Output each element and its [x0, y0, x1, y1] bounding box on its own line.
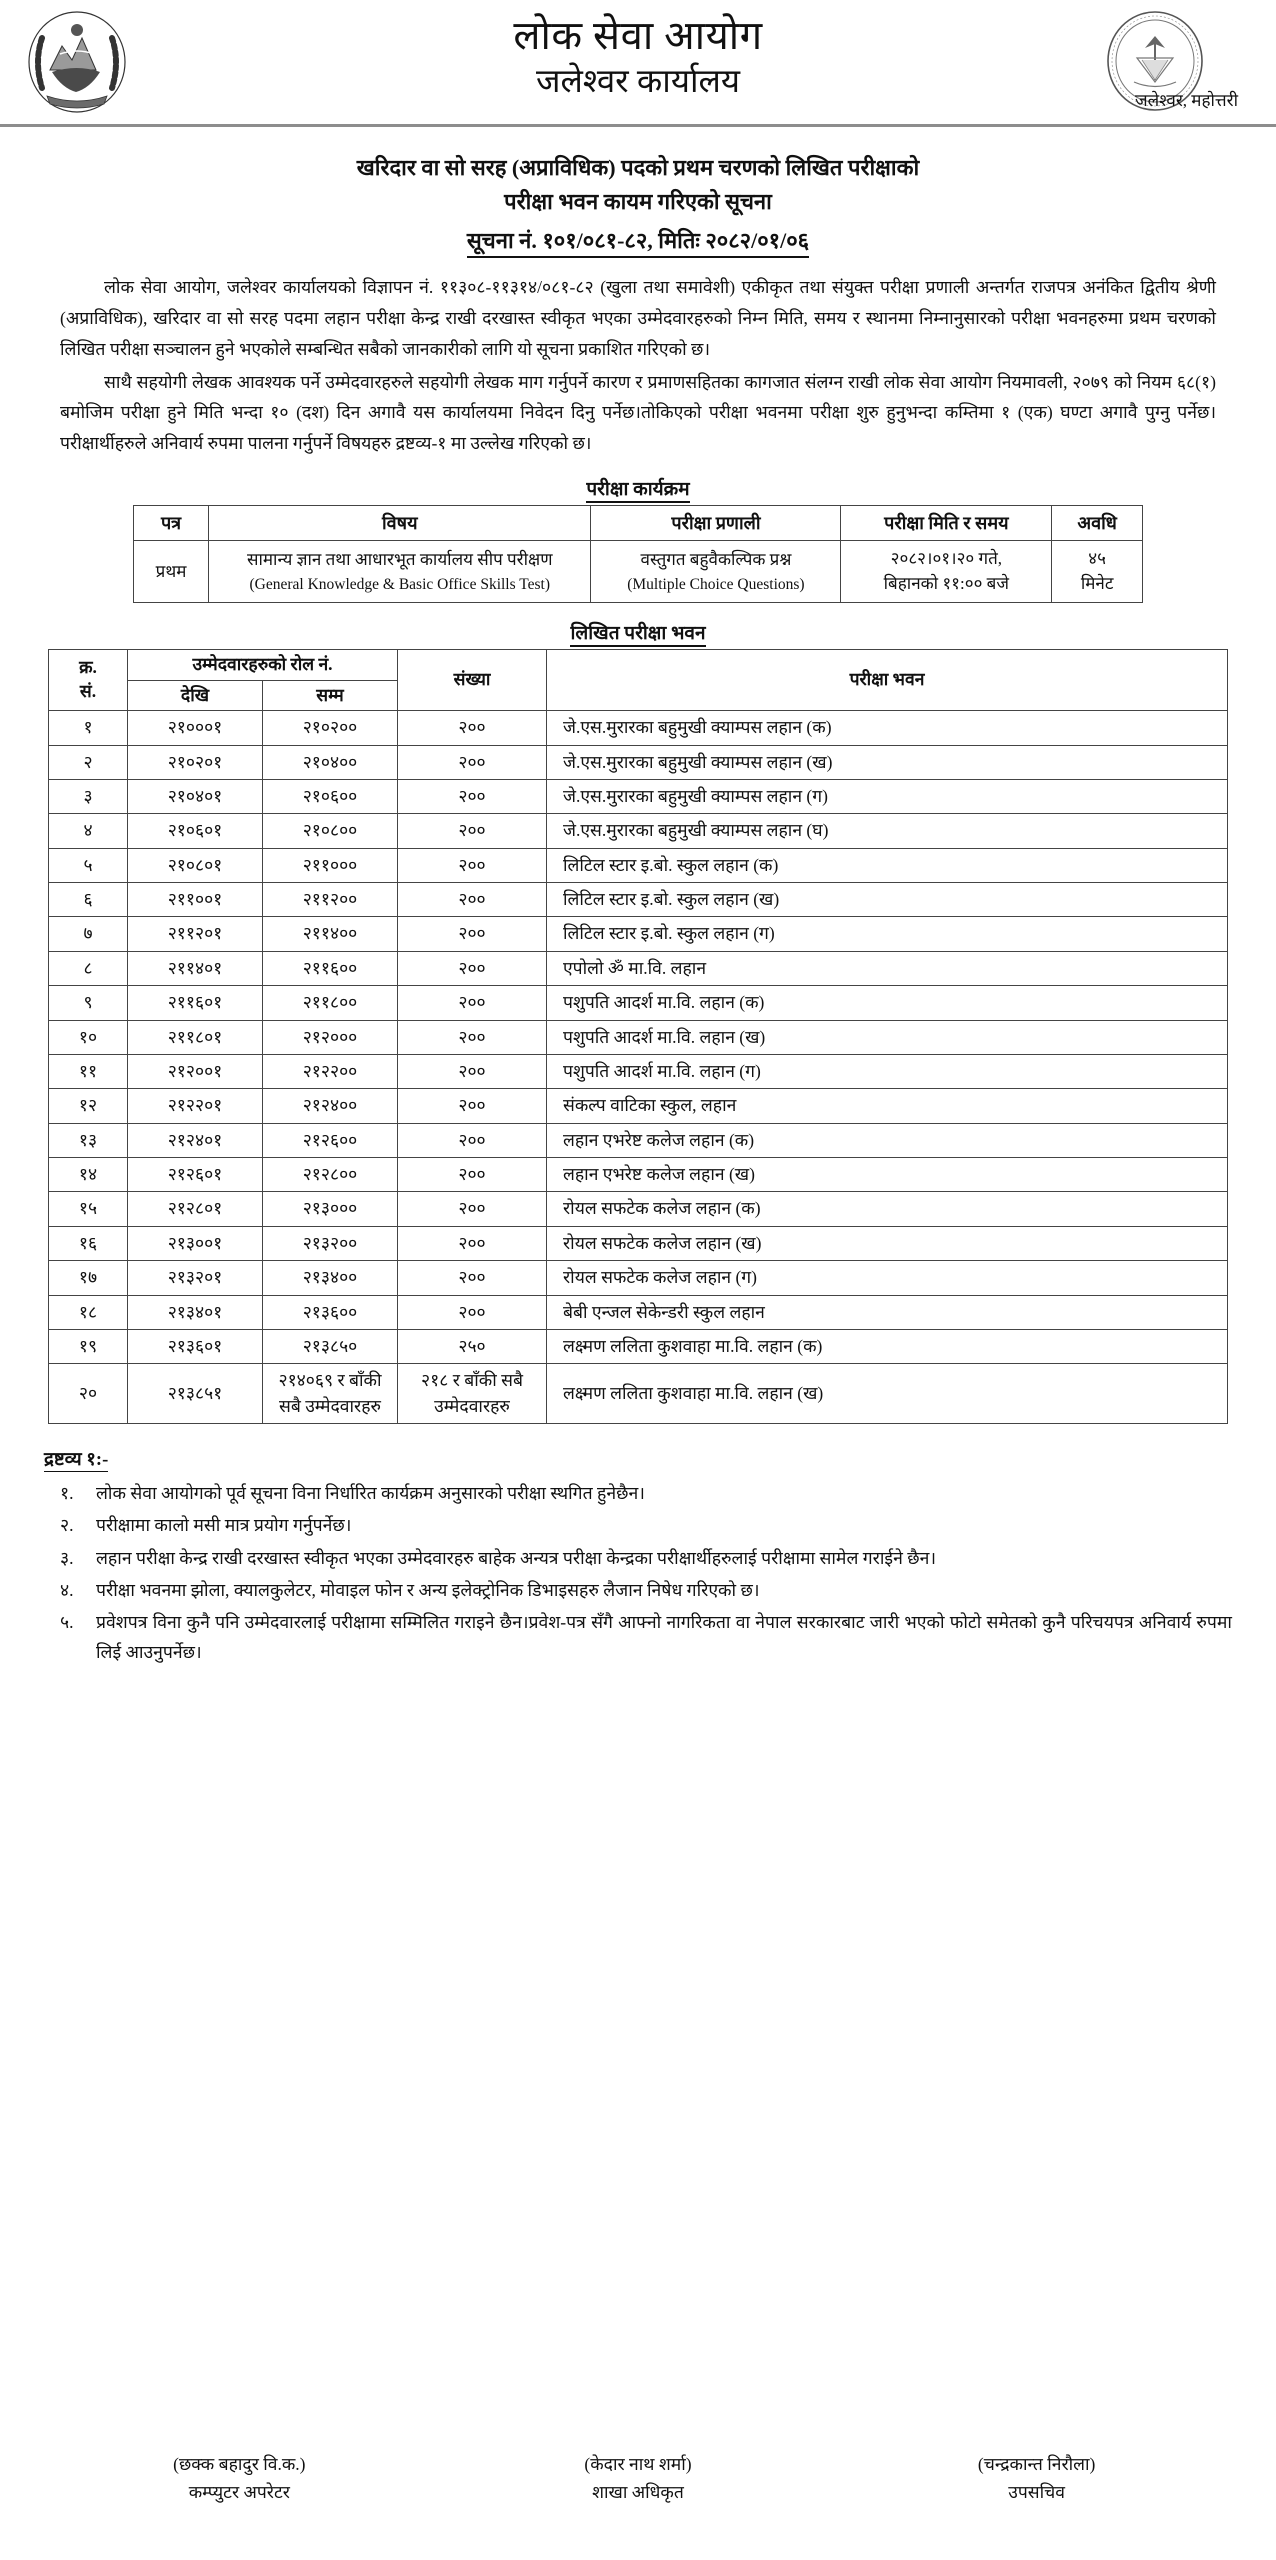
schedule-cell-patra: प्रथम — [134, 540, 209, 602]
venue-cell-name: लक्ष्मण ललिता कुशवाहा मा.वि. लहान (क) — [547, 1329, 1228, 1363]
venue-cell-sn: ६ — [49, 883, 128, 917]
venue-cell-sn: १३ — [49, 1123, 128, 1157]
venue-cell-sn: ४ — [49, 814, 128, 848]
venue-cell-sn: १५ — [49, 1192, 128, 1226]
table-header-row — [134, 505, 1143, 540]
venue-cell-name: जे.एस.मुरारका बहुमुखी क्याम्पस लहान (ग) — [547, 779, 1228, 813]
table-header-row-1 — [49, 649, 1228, 680]
table-row — [49, 951, 1228, 985]
signatory-designation: कम्प्युटर अपरेटर — [188, 2482, 290, 2502]
table-row — [49, 745, 1228, 779]
venue-cell-name: रोयल सफटेक कलेज लहान (क) — [547, 1192, 1228, 1226]
venue-cell-sn: २ — [49, 745, 128, 779]
venue-header-from: देखि — [128, 680, 263, 711]
schedule-header-date: परीक्षा मिति र समय — [841, 505, 1052, 540]
venue-cell-count: २०० — [398, 1054, 547, 1088]
notes-section — [44, 1446, 1232, 1668]
table-row — [49, 917, 1228, 951]
table-row — [49, 1123, 1228, 1157]
venue-cell-name: जे.एस.मुरारका बहुमुखी क्याम्पस लहान (ख) — [547, 745, 1228, 779]
table-row — [49, 1329, 1228, 1363]
venue-cell-count: २०० — [398, 1261, 547, 1295]
schedule-header-patra: पत्र — [134, 505, 209, 540]
schedule-cell-duration — [1052, 540, 1143, 602]
venue-cell-name: लिटिल स्टार इ.बो. स्कुल लहान (क) — [547, 848, 1228, 882]
venue-cell-count: २०० — [398, 1192, 547, 1226]
schedule-header-system: परीक्षा प्रणाली — [591, 505, 841, 540]
table-row — [49, 1192, 1228, 1226]
venue-cell-name: एपोलो ॐ मा.वि. लहान — [547, 951, 1228, 985]
note-number: ४. — [60, 1579, 74, 1600]
exam-time: बिहानको ११:०० बजे — [883, 574, 1009, 594]
venue-cell-sn: १९ — [49, 1329, 128, 1363]
venue-cell-sn: २० — [49, 1364, 128, 1424]
venue-cell-from: २११४०१ — [128, 951, 263, 985]
schedule-header-subject: विषय — [209, 505, 591, 540]
venue-table-body — [49, 711, 1228, 1424]
table-row — [49, 1226, 1228, 1260]
venue-cell-from: २१०००१ — [128, 711, 263, 745]
venue-cell-sn: ३ — [49, 779, 128, 813]
venue-cell-sn: ९ — [49, 986, 128, 1020]
venue-cell-count: २०० — [398, 883, 547, 917]
note-item — [44, 1575, 1232, 1605]
venue-cell-name: पशुपति आदर्श मा.वि. लहान (ग) — [547, 1054, 1228, 1088]
venue-cell-name: संकल्प वाटिका स्कुल, लहान — [547, 1089, 1228, 1123]
venue-cell-from: २११६०१ — [128, 986, 263, 1020]
signatory-name: (केदार नाथ शर्मा) — [584, 2454, 692, 2474]
venue-cell-to: २११८०० — [263, 986, 398, 1020]
venue-cell-from: २१२००१ — [128, 1054, 263, 1088]
venue-cell-to: २१२८०० — [263, 1158, 398, 1192]
venue-cell-sn: १७ — [49, 1261, 128, 1295]
signature-block — [533, 2450, 743, 2506]
venue-cell-count: २०० — [398, 1158, 547, 1192]
venue-cell-count: २०० — [398, 917, 547, 951]
venue-cell-name: रोयल सफटेक कलेज लहान (ख) — [547, 1226, 1228, 1260]
venue-cell-to: २१२४०० — [263, 1089, 398, 1123]
table-row — [49, 1054, 1228, 1088]
venue-cell-sn: १६ — [49, 1226, 128, 1260]
venue-cell-to: २१०४०० — [263, 745, 398, 779]
signatory-name: (छक्क बहादुर वि.क.) — [173, 2454, 306, 2474]
notice-body — [60, 272, 1216, 459]
note-item — [44, 1510, 1232, 1540]
exam-venue-table — [48, 649, 1228, 1424]
note-text: परीक्षा भवनमा झोला, क्यालकुलेटर, मोवाइल फोन र अन्य इलेक्ट्रोनिक डिभाइसहरु लैजान निषेध गरिएको छ। — [96, 1579, 760, 1600]
venue-cell-sn: १० — [49, 1020, 128, 1054]
venue-cell-from: २११८०१ — [128, 1020, 263, 1054]
page-title-line-2: परीक्षा भवन कायम गरिएको सूचना — [504, 189, 772, 215]
note-item — [44, 1478, 1232, 1508]
venue-cell-from: २१३४०१ — [128, 1295, 263, 1329]
venue-cell-count: २५० — [398, 1329, 547, 1363]
schedule-caption-wrap — [0, 475, 1276, 501]
venue-caption: लिखित परीक्षा भवन — [570, 623, 705, 647]
venue-cell-to: २१३४०० — [263, 1261, 398, 1295]
note-text: लहान परीक्षा केन्द्र राखी दरखास्त स्वीकृत भएका उम्मेदवारहरु बाहेक अन्यत्र परीक्षा केन्द्रका परीक्षार्थीहरुलाई परीक्षामा सामेल गराईने छैन। — [96, 1547, 936, 1568]
note-number: २. — [60, 1515, 74, 1536]
signature-row — [0, 2450, 1276, 2506]
venue-cell-sn: ११ — [49, 1054, 128, 1088]
table-row — [49, 779, 1228, 813]
venue-cell-to: २१३२०० — [263, 1226, 398, 1260]
venue-cell-count: २०० — [398, 779, 547, 813]
venue-header-sn-line1: क्र. — [79, 657, 97, 678]
system-english: (Multiple Choice Questions) — [627, 575, 805, 593]
office-name: जलेश्वर कार्यालय — [535, 64, 741, 101]
signatory-designation: शाखा अधिकृत — [592, 2482, 684, 2502]
venue-cell-to: २१३८५० — [263, 1329, 398, 1363]
table-row — [49, 1261, 1228, 1295]
venue-cell-name: लक्ष्मण ललिता कुशवाहा मा.वि. लहान (ख) — [547, 1364, 1228, 1424]
note-text: परीक्षामा कालो मसी मात्र प्रयोग गर्नुपर्नेछ। — [96, 1515, 352, 1536]
table-row — [49, 1158, 1228, 1192]
venue-cell-name: लिटिल स्टार इ.बो. स्कुल लहान (ख) — [547, 883, 1228, 917]
note-number: ३. — [60, 1547, 74, 1568]
venue-header-roll-group: उम्मेदवारहरुको रोल नं. — [128, 649, 398, 680]
venue-header-to: सम्म — [263, 680, 398, 711]
schedule-caption: परीक्षा कार्यक्रम — [586, 479, 689, 503]
system-nepali: वस्तुगत बहुवैकल्पिक प्रश्न — [640, 550, 792, 569]
venue-cell-to: २१२००० — [263, 1020, 398, 1054]
venue-header-sn — [49, 649, 128, 710]
subject-english: (General Knowledge & Basic Office Skills Test) — [249, 575, 551, 593]
venue-cell-count: २०० — [398, 1295, 547, 1329]
duration-unit: मिनेट — [1080, 574, 1114, 594]
signatory-designation: उपसचिव — [1008, 2482, 1066, 2502]
venue-cell-to: २१०८०० — [263, 814, 398, 848]
notes-list — [44, 1478, 1232, 1668]
venue-header-venue: परीक्षा भवन — [547, 649, 1228, 710]
venue-cell-count: २०० — [398, 711, 547, 745]
venue-cell-sn: ५ — [49, 848, 128, 882]
venue-cell-to: २११००० — [263, 848, 398, 882]
table-row — [49, 1020, 1228, 1054]
exam-date: २०८२।०१।२० गते, — [890, 548, 1003, 568]
note-text: प्रवेशपत्र विना कुनै पनि उम्मेदवारलाई परीक्षामा सम्मिलित गराइने छैन।प्रवेश-पत्र सँगै आफ्नो नागरिकता वा नेपाल सरकारबाट जारी भएको फोटो समेतको कुनै परिचयपत्र अनिवार्य रुपमा लिई आउनुपर्नेछ। — [96, 1612, 1232, 1663]
table-row — [49, 1089, 1228, 1123]
table-row — [134, 540, 1143, 602]
venue-cell-from: २१२४०१ — [128, 1123, 263, 1157]
venue-cell-name: लहान एभरेष्ट कलेज लहान (ख) — [547, 1158, 1228, 1192]
venue-cell-to: २१३६०० — [263, 1295, 398, 1329]
venue-cell-from: २१३६०१ — [128, 1329, 263, 1363]
venue-cell-count: २०० — [398, 848, 547, 882]
venue-cell-count: २०० — [398, 745, 547, 779]
nepal-government-emblem-icon — [22, 8, 132, 120]
venue-cell-from: २१०८०१ — [128, 848, 263, 882]
notes-heading-wrap — [44, 1446, 1232, 1478]
venue-cell-from: २१२६०१ — [128, 1158, 263, 1192]
venue-cell-name: लिटिल स्टार इ.बो. स्कुल लहान (ग) — [547, 917, 1228, 951]
note-text: लोक सेवा आयोगको पूर्व सूचना विना निर्धारित कार्यक्रम अनुसारको परीक्षा स्थगित हुनेछैन। — [96, 1483, 645, 1503]
table-row — [49, 1295, 1228, 1329]
notice-number: सूचना नं. १०१/०८१-८२, मितिः २०८२/०१/०६ — [467, 225, 809, 258]
table-row — [49, 986, 1228, 1020]
venue-cell-name: पशुपति आदर्श मा.वि. लहान (ख) — [547, 1020, 1228, 1054]
duration-value: ४५ — [1088, 548, 1106, 568]
venue-cell-to: २११२०० — [263, 883, 398, 917]
table-row — [49, 814, 1228, 848]
notes-heading: द्रष्टव्य १:- — [44, 1446, 108, 1472]
venue-cell-count: २०० — [398, 951, 547, 985]
venue-cell-from: २११२०१ — [128, 917, 263, 951]
body-paragraph-2: साथै सहयोगी लेखक आवश्यक पर्ने उम्मेदवारहरुले सहयोगी लेखक माग गर्नुपर्ने कारण र प्रमाणसहितका कागजात संलग्न राखी लोक सेवा आयोग नियमावली, २०७९ को नियम ६८(१) बमोजिम परीक्षा हुने मिति भन्दा १० (दश) दिन अगावै यस कार्यालयमा निवेदन दिनु पर्नेछ।तोकिएको परीक्षा भवनमा परीक्षा शुरु हुनुभन्दा कम्तिमा १ (एक) घण्टा अगावै पुग्नु पर्नेछ।परीक्षार्थीहरुले अनिवार्य रुपमा पालना गर्नुपर्ने विषयहरु द्रष्टव्य-१ मा उल्लेख गरिएको छ। — [60, 371, 1216, 454]
venue-cell-name: जे.एस.मुरारका बहुमुखी क्याम्पस लहान (घ) — [547, 814, 1228, 848]
note-number: १. — [60, 1483, 74, 1503]
table-row — [49, 1364, 1228, 1424]
venue-header-sn-line2: सं. — [79, 681, 97, 701]
venue-cell-count: २०० — [398, 814, 547, 848]
venue-cell-from: २११००१ — [128, 883, 263, 917]
venue-cell-sn: १२ — [49, 1089, 128, 1123]
schedule-header-duration: अवधि — [1052, 505, 1143, 540]
header-divider — [0, 124, 1276, 127]
signature-block — [932, 2450, 1142, 2506]
venue-cell-sn: ८ — [49, 951, 128, 985]
venue-cell-count: २०० — [398, 1089, 547, 1123]
venue-cell-sn: ७ — [49, 917, 128, 951]
venue-cell-from: २१२८०१ — [128, 1192, 263, 1226]
exam-schedule-table — [133, 505, 1143, 603]
venue-cell-from: २१३००१ — [128, 1226, 263, 1260]
signature-block — [134, 2450, 344, 2506]
venue-cell-name: लहान एभरेष्ट कलेज लहान (क) — [547, 1123, 1228, 1157]
venue-cell-sn: १ — [49, 711, 128, 745]
venue-cell-sn: १४ — [49, 1158, 128, 1192]
page-title-line-1: खरिदार वा सो सरह (अप्राविधिक) पदको प्रथम चरणको लिखित परीक्षाको — [356, 155, 920, 180]
venue-cell-name: बेबी एन्जल सेकेन्डरी स्कुल लहान — [547, 1295, 1228, 1329]
schedule-cell-subject — [209, 540, 591, 602]
schedule-cell-date — [841, 540, 1052, 602]
note-number: ५. — [60, 1612, 74, 1632]
venue-cell-to: २११६०० — [263, 951, 398, 985]
venue-cell-from: २१०४०१ — [128, 779, 263, 813]
table-row — [49, 848, 1228, 882]
venue-cell-from: २१२२०१ — [128, 1089, 263, 1123]
venue-cell-from: २१३८५१ — [128, 1364, 263, 1424]
venue-cell-sn: १८ — [49, 1295, 128, 1329]
venue-cell-count: २०० — [398, 1123, 547, 1157]
venue-cell-count: २०० — [398, 986, 547, 1020]
note-item — [44, 1543, 1232, 1573]
venue-cell-count: २०० — [398, 1226, 547, 1260]
table-row — [49, 883, 1228, 917]
venue-caption-wrap — [0, 619, 1276, 645]
venue-cell-to: २१०२०० — [263, 711, 398, 745]
venue-cell-to: २१०६०० — [263, 779, 398, 813]
page-header — [0, 0, 1276, 118]
signatory-name: (चन्द्रकान्त निरौला) — [977, 2454, 1096, 2474]
table-row — [49, 711, 1228, 745]
venue-cell-from: २१३२०१ — [128, 1261, 263, 1295]
document-title-block — [0, 151, 1276, 258]
venue-cell-to: २११४०० — [263, 917, 398, 951]
venue-header-count: संख्या — [398, 649, 547, 710]
venue-cell-to: २१४०६९ र बाँकी सबै उम्मेदवारहरु — [263, 1364, 398, 1424]
venue-cell-name: जे.एस.मुरारका बहुमुखी क्याम्पस लहान (क) — [547, 711, 1228, 745]
venue-cell-from: २१०६०१ — [128, 814, 263, 848]
organization-name: लोक सेवा आयोग — [513, 13, 763, 58]
venue-cell-count: २०० — [398, 1020, 547, 1054]
venue-cell-to: २१२६०० — [263, 1123, 398, 1157]
venue-cell-from: २१०२०१ — [128, 745, 263, 779]
venue-cell-count: २१८ र बाँकी सबै उम्मेदवारहरु — [398, 1364, 547, 1424]
body-paragraph-1: लोक सेवा आयोग, जलेश्वर कार्यालयको विज्ञापन नं. ११३०८-११३१४/०८१-८२ (खुला तथा समावेशी) एकीकृत तथा संयुक्त परीक्षा प्रणाली अन्तर्गत राजपत्र अनंकित द्वितीय श्रेणी (अप्राविधिक), खरिदार वा सो सरह पदमा लहान परीक्षा केन्द्र राखी दरखास्त स्वीकृत भएका उम्मेदवारहरुको निम्न मिति, समय र स्थानमा निम्नानुसारको परीक्षा भवनहरुमा प्रथम चरणको लिखित परीक्षा सञ्चालन हुने भएकोले सम्बन्धित सबैको जानकारीको लागि यो सूचना प्रकाशित गरिएको छ। — [60, 277, 1216, 359]
office-address: जलेश्वर, महोत्तरी — [1135, 91, 1238, 110]
venue-cell-to: २१३००० — [263, 1192, 398, 1226]
schedule-cell-system — [591, 540, 841, 602]
venue-cell-to: २१२२०० — [263, 1054, 398, 1088]
venue-cell-name: पशुपति आदर्श मा.वि. लहान (क) — [547, 986, 1228, 1020]
subject-nepali: सामान्य ज्ञान तथा आधारभूत कार्यालय सीप परीक्षण — [247, 550, 553, 569]
venue-cell-name: रोयल सफटेक कलेज लहान (ग) — [547, 1261, 1228, 1295]
note-item — [44, 1607, 1232, 1668]
